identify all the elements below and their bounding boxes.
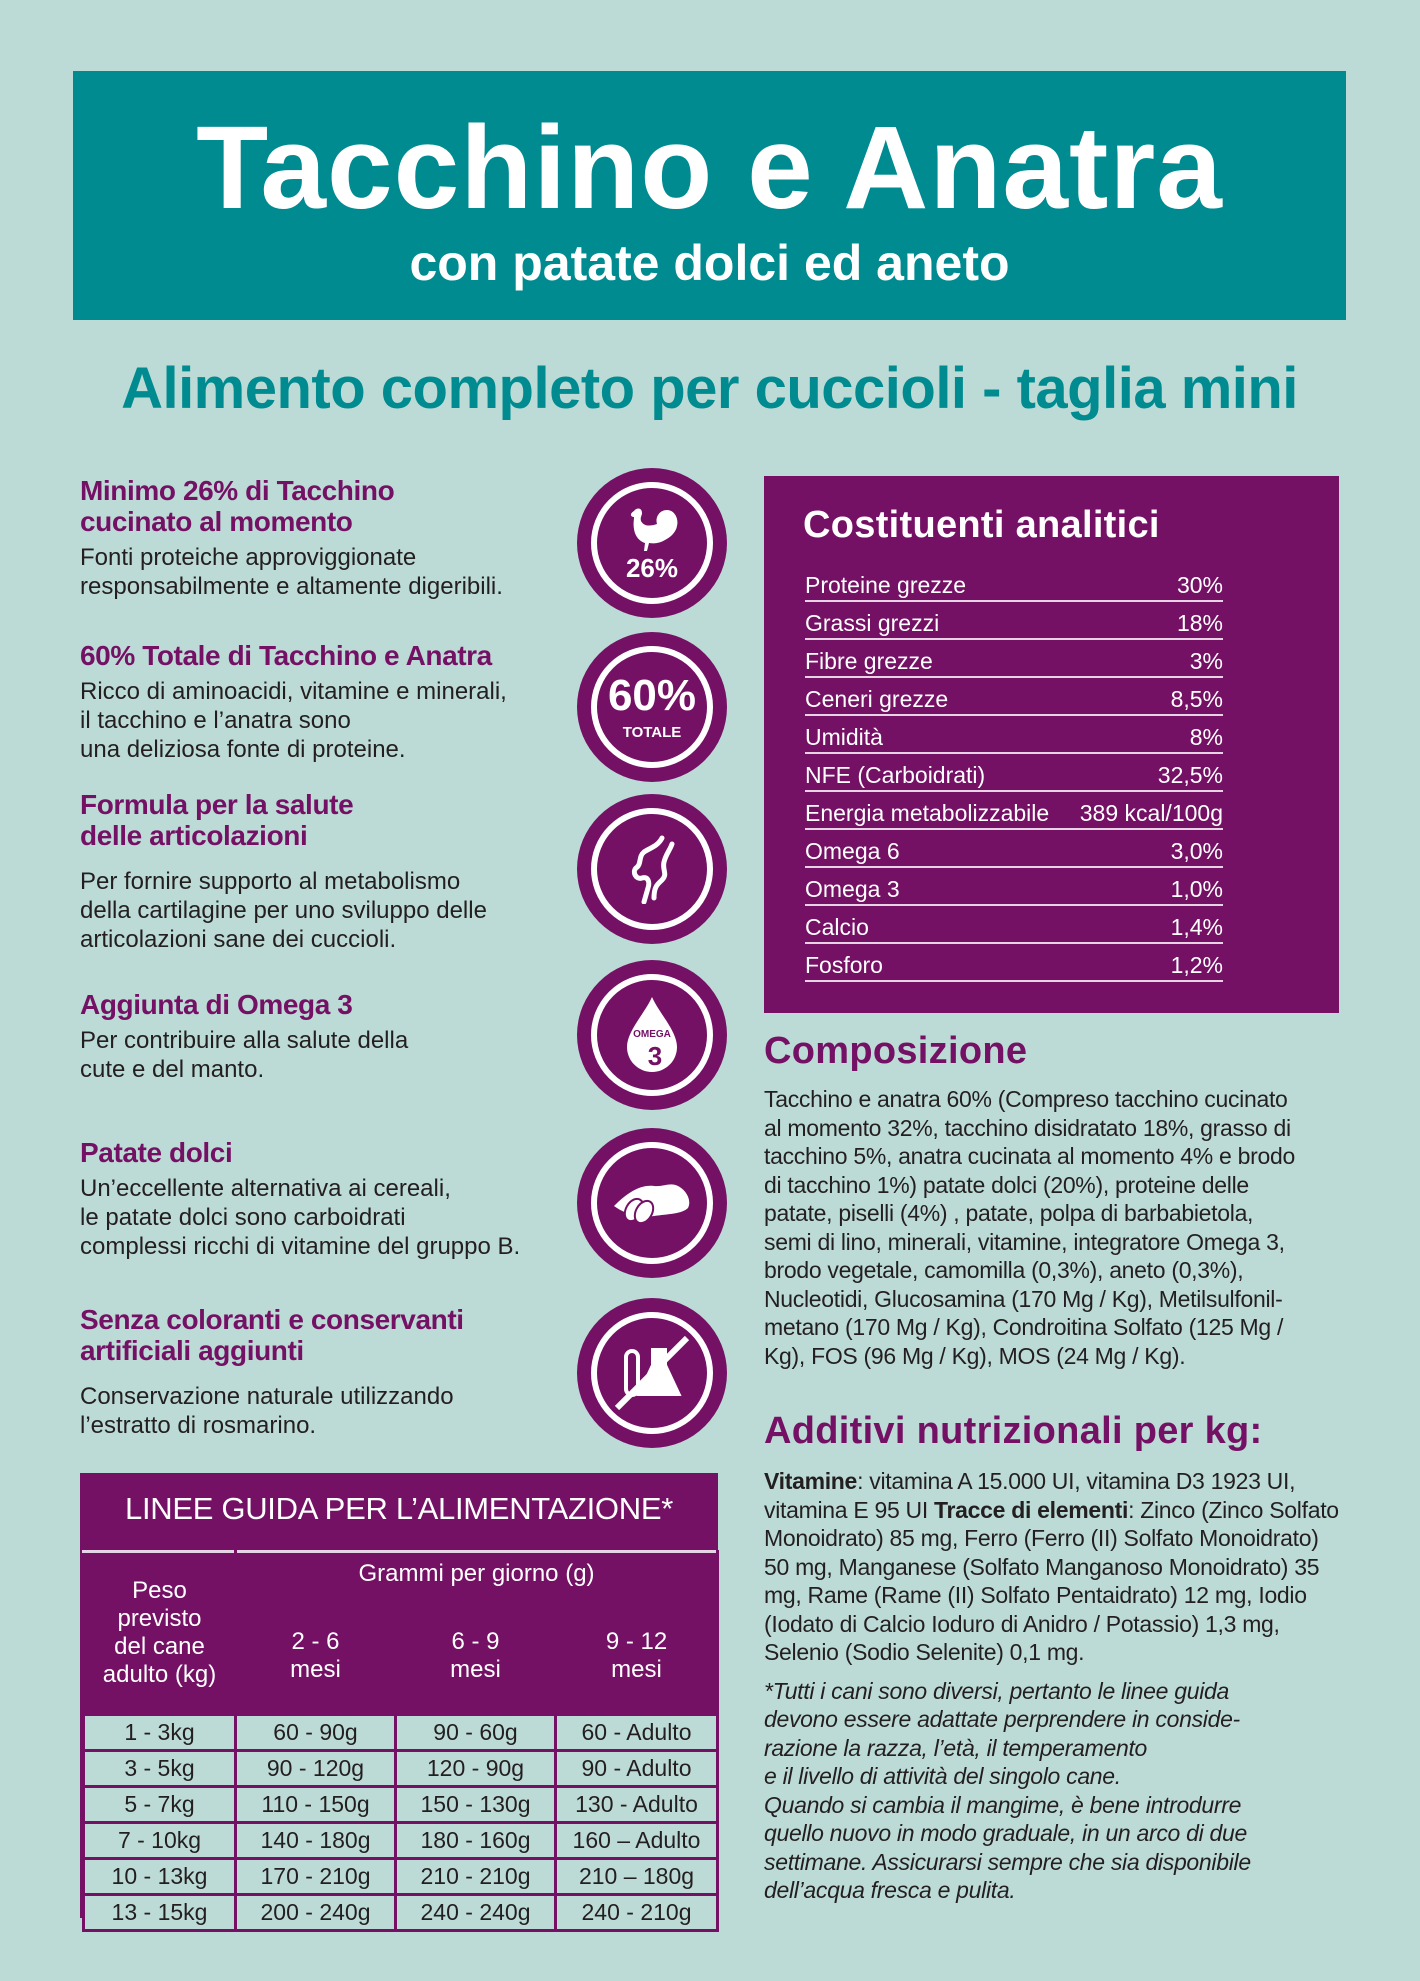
table-row: Ceneri grezze 8,5%: [805, 678, 1223, 716]
turkey-icon: [577, 468, 727, 618]
table-row: Umidità 8%: [805, 716, 1223, 754]
analytic-constituents-panel: [764, 476, 1339, 1013]
table-row: Omega 6 3,0%: [805, 830, 1223, 868]
feature-title: delle articolazioni: [80, 820, 308, 851]
feature-title: cucinato al momento: [80, 506, 353, 537]
table-row: 13 - 15kg 200 - 240g 240 - 240g 240 - 210g: [84, 1895, 718, 1931]
feature-no-additives: [80, 1304, 580, 1440]
feature-title: Patate dolci: [80, 1137, 233, 1168]
feature-description: Un’eccellente alternativa ai cereali, le patate dolci sono carboidrati complessi ricchi di vitamine del gruppo B.: [80, 1175, 521, 1260]
product-subtitle: con patate dolci ed aneto: [409, 235, 1010, 291]
turkey-silhouette-icon: [624, 505, 680, 555]
bone-joint-icon: [622, 834, 682, 904]
badge-value: 26%: [625, 553, 679, 583]
table-row: Calcio 1,4%: [805, 906, 1223, 944]
sweet-potato-icon: [577, 1128, 727, 1278]
feature-description: Ricco di aminoacidi, vitamine e minerali, il tacchino e l’anatra sono una deliziosa fonte di proteine.: [80, 678, 507, 763]
table-row: 1 - 3kg 60 - 90g 90 - 60g 60 - Adulto: [84, 1715, 718, 1751]
title-banner: [73, 71, 1346, 320]
table-row: Fosforo 1,2%: [805, 944, 1223, 982]
additives-title: Additivi nutrizionali per kg:: [764, 1410, 1263, 1452]
composition-section: [764, 1030, 1344, 1370]
table-row: 3 - 5kg 90 - 120g 120 - 90g 90 - Adulto: [84, 1751, 718, 1787]
feature-description: Per fornire supporto al metabolismo della cartilagine per uno sviluppo delle articolazioni sane dei cuccioli.: [80, 868, 487, 953]
product-tagline: Alimento completo per cuccioli - taglia mini: [121, 356, 1298, 421]
water-drop-icon: [621, 995, 683, 1075]
feature-title: Formula per la salute: [80, 789, 354, 820]
feature-title: artificiali aggiunti: [80, 1335, 304, 1366]
feature-turkey-26: [80, 475, 580, 601]
joint-icon: [577, 794, 727, 944]
table-row: Proteine grezze 30%: [805, 564, 1223, 602]
percent-badge-icon: [577, 632, 727, 782]
additives-section: [764, 1410, 1344, 1905]
feature-joint-health: [80, 789, 580, 954]
svg-text:OMEGA: OMEGA: [633, 1029, 671, 1040]
no-chemicals-icon: [577, 1298, 727, 1448]
feeding-title: LINEE GUIDA PER L’ALIMENTAZIONE*: [125, 1491, 673, 1526]
composition-text: Tacchino e anatra 60% (Compreso tacchino cucinato al momento 32%, tacchino disidratato 18%, grasso di tacchino 5%, anatra cucinata al momento 4% e brodo di tacchino 1%) patate dolci (20%), proteine delle patate, piselli (4%) , patate, polpa di barbabietola, semi di lino, minerali, vitamine, integratore Omega 3, brodo vegetale, camomilla (0,3%), aneto (0,3%), Nucleotidi, Glucosamina (170 Mg / Kg), Metilsulfonil- metano (170 Mg / Kg), Condroitina Solfato (125 Mg / Kg), FOS (96 Mg / Kg), MOS (24 Mg / Kg).: [764, 1086, 1295, 1369]
panel-title: Costituenti analitici: [803, 504, 1160, 546]
table-row: Energia metabolizzabile 389 kcal/100g: [805, 792, 1223, 830]
feature-omega3: [80, 989, 580, 1084]
omega3-drop-icon: [577, 960, 727, 1110]
feature-title: Aggiunta di Omega 3: [80, 989, 353, 1020]
table-row: Grassi grezzi 18%: [805, 602, 1223, 640]
badge-label: TOTALE: [622, 723, 682, 741]
prohibited-slash-icon: [597, 1318, 707, 1428]
table-row: 5 - 7kg 110 - 150g 150 - 130g 130 - Adulto: [84, 1787, 718, 1823]
feeding-guidelines-table: [80, 1473, 718, 1925]
additives-text: Vitamine: vitamina A 15.000 UI, vitamina D3 1923 UI, vitamina E 95 UI Tracce di elementi: Zinco (Zinco Solfato Monoidrato) 85 mg, Ferro (Ferro (II) Solfato Monoidrato) 50 mg, Manganese (Solfato Manganoso Monoidrato) 35 mg, Rame (Rame (II) Solfato Pentaidrato) 12 mg, Iodio (Iodato di Calcio Ioduro di Anidro / Potassio) 1,3 mg, Selenio (Sodio Selenite) 0,1 mg.: [764, 1468, 1339, 1665]
age-column-header: 2 - 6 mesi: [236, 1597, 396, 1715]
product-title: Tacchino e Anatra: [196, 102, 1223, 234]
potato-icon: [612, 1178, 692, 1228]
age-column-header: 6 - 9 mesi: [396, 1597, 556, 1715]
feature-sweet-potato: [80, 1137, 580, 1261]
table-row: 10 - 13kg 170 - 210g 210 - 210g 210 – 180g: [84, 1859, 718, 1895]
feature-title: 60% Totale di Tacchino e Anatra: [80, 640, 492, 671]
feature-title: Minimo 26% di Tacchino: [80, 475, 395, 506]
feeding-note: *Tutti i cani sono diversi, pertanto le linee guida devono essere adattate perprendere in conside- razione la razza, l’età, il temperamento e il livello di attività del singolo cane. Quando si cambia il mangime, è bene introdurre quello nuovo in modo graduale, in un arco di due settimane. Assicurarsi sempre che sia disponibile dell’acqua fresca e pulita.: [764, 1677, 1251, 1903]
grams-per-day-header: Grammi per giorno (g): [236, 1552, 718, 1597]
composition-title: Composizione: [764, 1030, 1028, 1072]
weight-column-header: Peso previsto del cane adulto (kg): [84, 1552, 236, 1715]
feature-total-60: [80, 640, 580, 764]
age-column-header: 9 - 12 mesi: [556, 1597, 718, 1715]
feature-description: Fonti proteiche approviggionate responsabilmente e altamente digeribili.: [80, 544, 503, 600]
svg-text:3: 3: [647, 1041, 663, 1071]
table-row: NFE (Carboidrati) 32,5%: [805, 754, 1223, 792]
table-row: Fibre grezze 3%: [805, 640, 1223, 678]
feature-description: Conservazione naturale utilizzando l’estratto di rosmarino.: [80, 1383, 454, 1439]
table-row: Omega 3 1,0%: [805, 868, 1223, 906]
table-row: 7 - 10kg 140 - 180g 180 - 160g 160 – Adulto: [84, 1823, 718, 1859]
feature-description: Per contribuire alla salute della cute e del manto.: [80, 1027, 409, 1083]
feature-title: Senza coloranti e conservanti: [80, 1304, 464, 1335]
badge-value: 60%: [607, 670, 697, 720]
